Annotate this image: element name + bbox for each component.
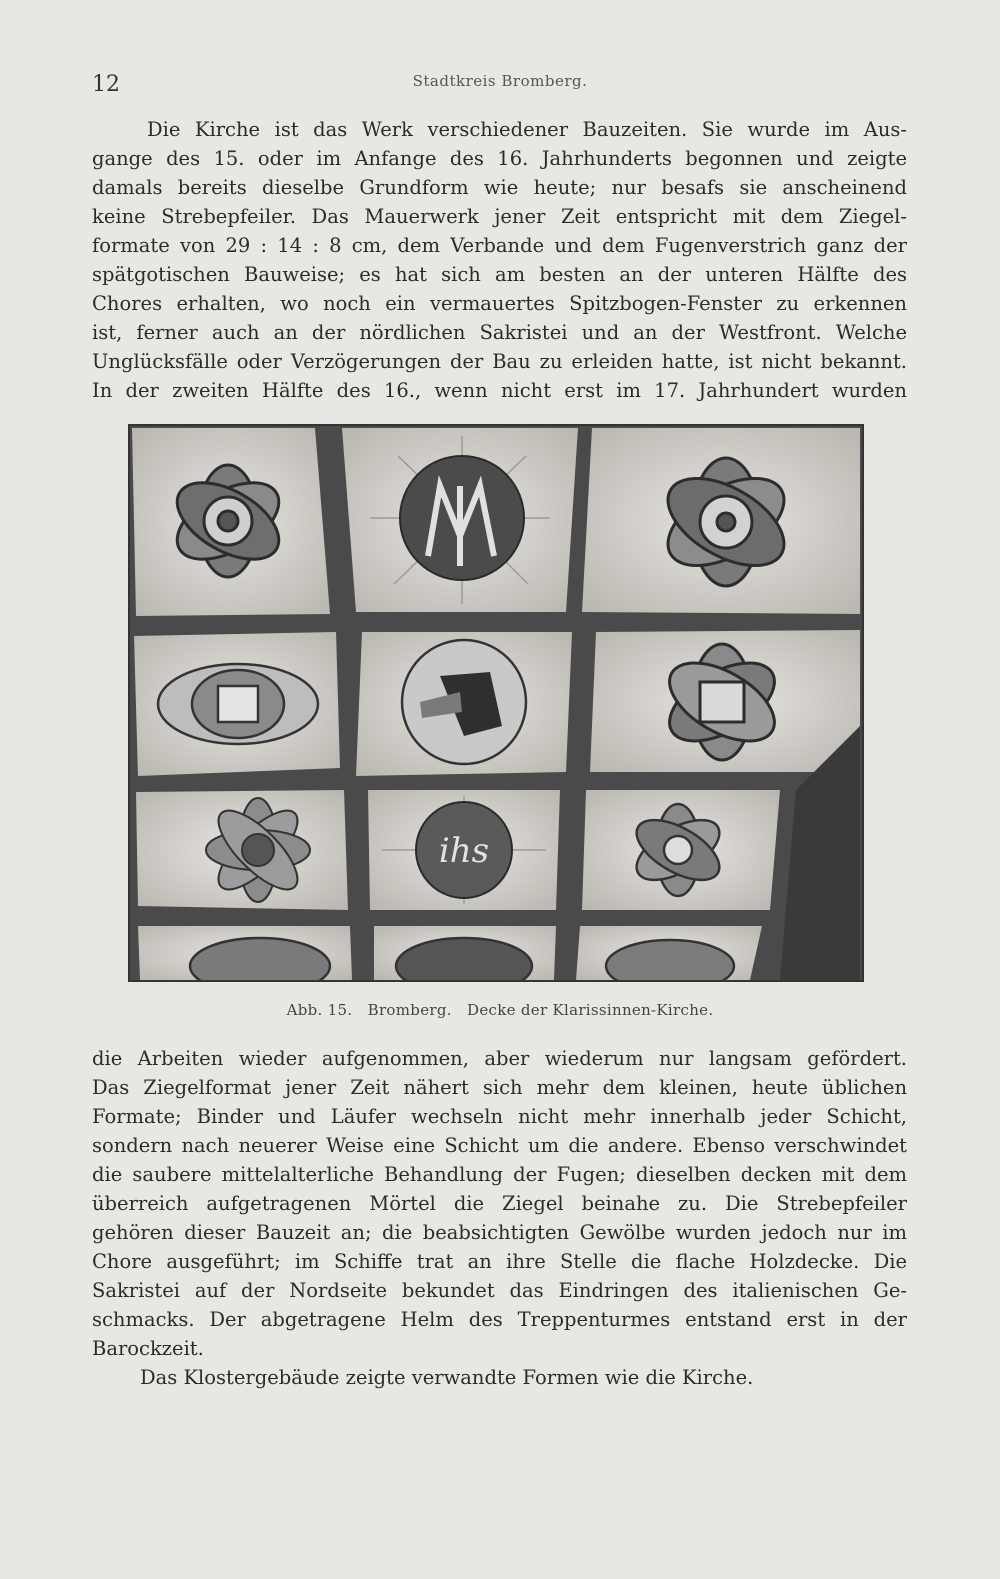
text-line: gehören dieser Bauzeit an; die beabsichtigten Gewölbe wurden jedoch nur im (92, 1221, 907, 1244)
ceiling-panel (138, 926, 352, 980)
text-line: keine Strebepfeiler. Das Mauerwerk jener Zeit entspricht mit dem Ziegel- (92, 205, 907, 228)
ihs-monogram: ihs (438, 831, 490, 871)
caption-place: Bromberg. (367, 1001, 452, 1019)
ceiling-panel (582, 790, 780, 910)
ceiling-panel (368, 790, 560, 910)
text-line: spätgotischen Bauweise; es hat sich am besten an der unteren Hälfte des (92, 263, 907, 286)
caption-text: Decke der Klarissinnen-Kirche. (467, 1001, 714, 1019)
ceiling-panel (136, 790, 348, 910)
text-line: Barockzeit. (92, 1337, 204, 1360)
ceiling-panel (134, 632, 340, 776)
text-line: ist, ferner auch an der nördlichen Sakristei und an der Westfront. Welche (92, 321, 907, 344)
ceiling-panel (576, 926, 762, 980)
text-line: die Arbeiten wieder aufgenommen, aber wiederum nur langsam gefördert. (92, 1047, 907, 1070)
text-line: damals bereits dieselbe Grundform wie heute; nur besafs sie anscheinend (92, 176, 907, 199)
text-line: formate von 29 : 14 : 8 cm, dem Verbande und dem Fugenverstrich ganz der (92, 234, 907, 257)
running-title: Stadtkreis Bromberg. (412, 72, 588, 90)
painted-ceiling-illustration (130, 426, 862, 980)
text-line: Chore ausgeführt; im Schiffe trat an ihre Stelle die flache Holzdecke. Die (92, 1250, 907, 1273)
text-line: Sakristei auf der Nordseite bekundet das Eindringen des italienischen Ge- (92, 1279, 907, 1302)
text-line: Formate; Binder und Läufer wechseln nicht mehr innerhalb jeder Schicht, (92, 1105, 907, 1128)
text-line: überreich aufgetragenen Mörtel die Ziegel beinahe zu. Die Strebepfeiler (92, 1192, 907, 1215)
text-line: schmacks. Der abgetragene Helm des Treppenturmes entstand erst in der (92, 1308, 907, 1331)
text-line: die saubere mittelalterliche Behandlung der Fugen; dieselben decken mit dem (92, 1163, 907, 1186)
text-line: In der zweiten Hälfte des 16., wenn nicht erst im 17. Jahrhundert wurden (92, 379, 907, 402)
ceiling-panel (590, 630, 860, 772)
ceiling-panel (132, 428, 330, 616)
ceiling-panel (356, 632, 572, 776)
ceiling-panel (374, 926, 556, 980)
text-line: Die Kirche ist das Werk verschiedener Bauzeiten. Sie wurde im Aus- (147, 118, 907, 141)
text-line: Unglücksfälle oder Verzögerungen der Bau zu erleiden hatte, ist nicht bekannt. (92, 350, 907, 373)
caption-label: Abb. 15. (286, 1001, 353, 1019)
page-number: 12 (92, 72, 120, 97)
ceiling-panel (342, 428, 578, 612)
text-line: gange des 15. oder im Anfange des 16. Jahrhunderts begonnen und zeigte (92, 147, 907, 170)
figure-caption (0, 1001, 1000, 1019)
ceiling-photograph (128, 424, 864, 982)
text-line: Chores erhalten, wo noch ein vermauertes Spitzbogen-Fenster zu erkennen (92, 292, 907, 315)
text-line: Das Ziegelformat jener Zeit nähert sich mehr dem kleinen, heute üblichen (92, 1076, 907, 1099)
text-line: sondern nach neuerer Weise eine Schicht um die andere. Ebenso verschwindet (92, 1134, 907, 1157)
paragraph-3: Das Klostergebäude zeigte verwandte Formen wie die Kirche. (140, 1366, 754, 1389)
paragraph-2 (92, 1044, 907, 1392)
ceiling-panel (582, 428, 860, 614)
paragraph-1 (92, 115, 907, 405)
